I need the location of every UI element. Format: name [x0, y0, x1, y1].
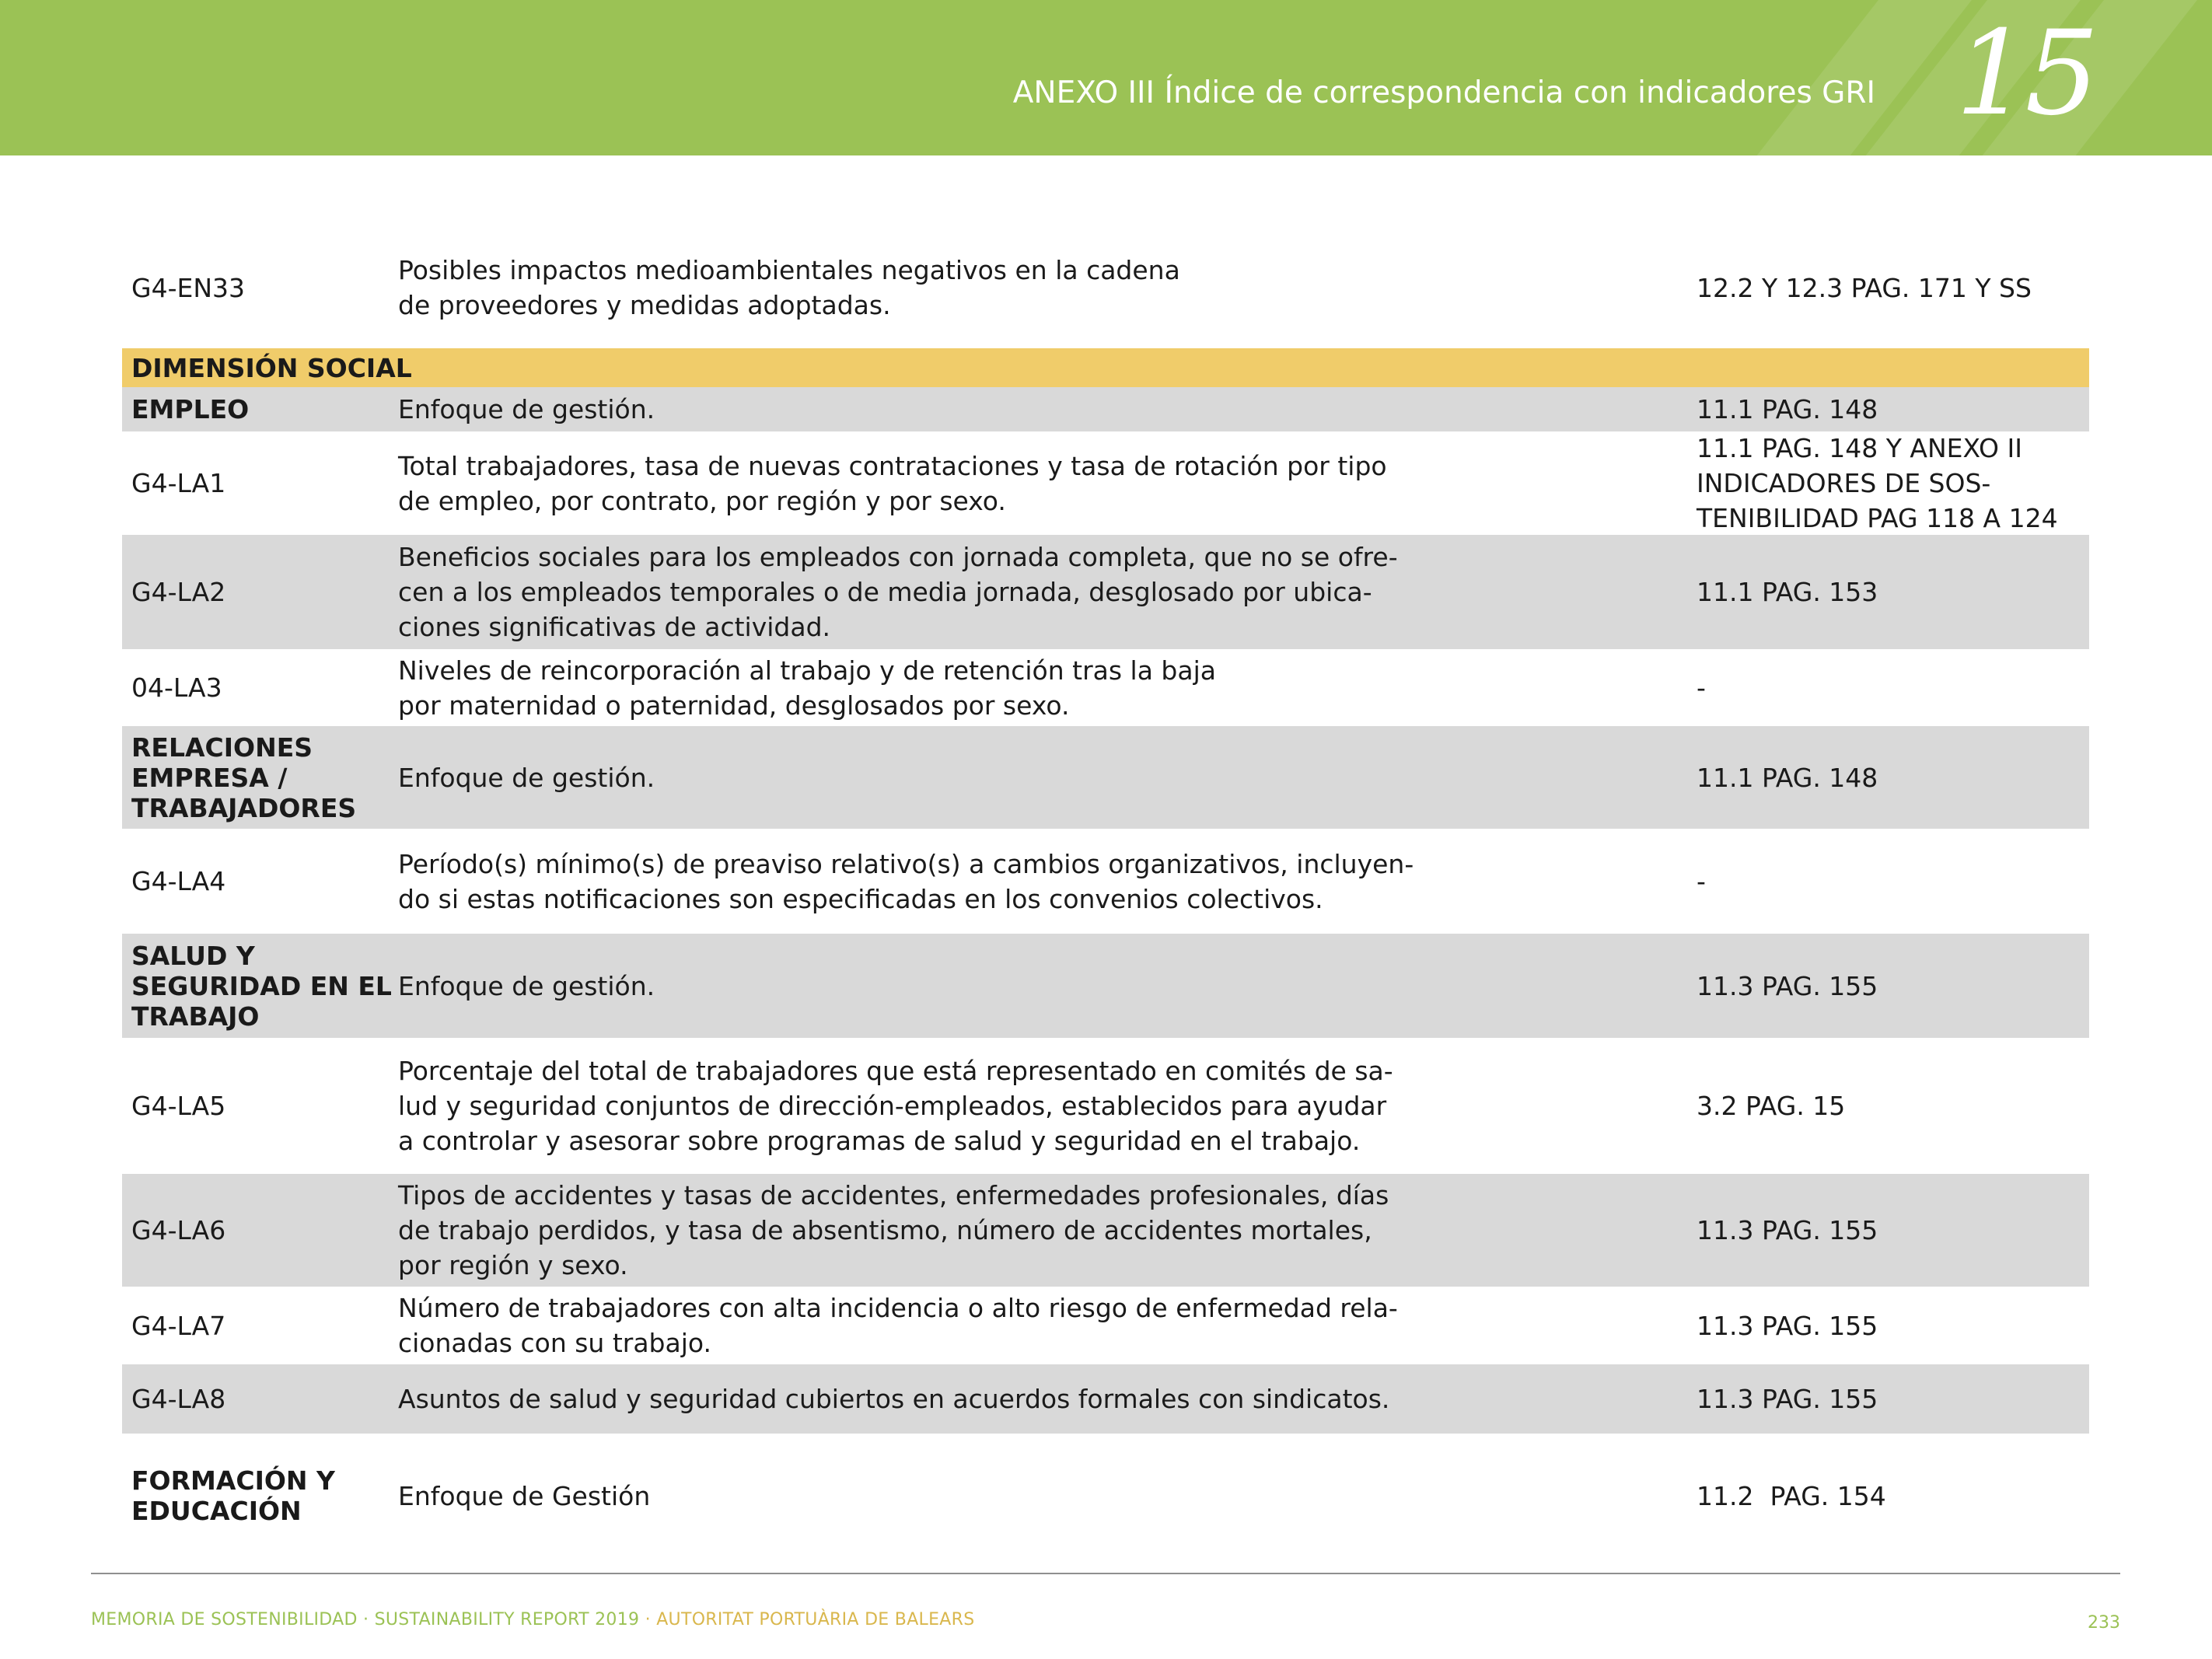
indicator-description: Posibles impactos medioambientales negativos en la cadena de proveedores y medidas adoptadas. [398, 255, 1180, 320]
page-reference: 11.3 PAG. 155 [1697, 1215, 1878, 1245]
footer-organization: AUTORITAT PORTUÀRIA DE BALEARS [656, 1610, 975, 1629]
footer-separator: · [639, 1610, 657, 1629]
table-row [122, 431, 2089, 535]
gri-index-table [122, 233, 2089, 1558]
table-row [122, 726, 2089, 829]
gri-code: G4-LA6 [131, 1215, 226, 1245]
table-row [122, 1038, 2089, 1174]
footer-separator: · [357, 1610, 375, 1629]
page-reference: 11.2 PAG. 154 [1697, 1480, 1886, 1511]
table-row [122, 829, 2089, 934]
table-row [122, 1287, 2089, 1364]
indicator-description: Período(s) mínimo(s) de preaviso relativo(s) a cambios organizativos, incluyen- do si estas notificaciones son especificadas en los convenios colectivos. [398, 848, 1414, 914]
gri-code: G4-LA5 [131, 1091, 226, 1121]
indicator-description: Total trabajadores, tasa de nuevas contrataciones y tasa de rotación por tipo de empleo, por contrato, por región y por sexo. [398, 450, 1387, 516]
page-reference: 11.1 PAG. 148 [1697, 394, 1878, 424]
gri-code: EMPLEO [131, 394, 250, 424]
table-row [122, 233, 2089, 342]
footer-credits [91, 1610, 975, 1629]
gri-code: G4-LA8 [131, 1384, 226, 1414]
table-row [122, 1364, 2089, 1434]
indicator-description: Niveles de reincorporación al trabajo y de retención tras la baja por maternidad o paternidad, desglosados por sexo. [398, 655, 1216, 721]
page-title: ANEXO III Índice de correspondencia con indicadores GRI [1012, 75, 1875, 110]
table-row [122, 1434, 2089, 1558]
indicator-description: Número de trabajadores con alta incidencia o alto riesgo de enfermedad rela- cionadas con su trabajo. [398, 1293, 1398, 1358]
gri-code: G4-EN33 [131, 272, 246, 303]
table-row [122, 649, 2089, 726]
indicator-description: Enfoque de gestión. [398, 762, 655, 793]
indicator-description: Tipos de accidentes y tasas de accidentes, enfermedades profesionales, días de trabajo perdidos, y tasa de absentismo, número de accidentes mortales, por región y sexo. [398, 1180, 1389, 1280]
page-reference: 11.1 PAG. 148 [1697, 762, 1878, 793]
indicator-description: Enfoque de gestión. [398, 394, 655, 424]
gri-code: G4-LA1 [131, 468, 226, 498]
page-number: 233 [2088, 1613, 2120, 1633]
gri-code: G4-LA7 [131, 1310, 226, 1341]
chapter-number: 15 [1955, 6, 2095, 141]
indicator-description: Porcentaje del total de trabajadores que está representado en comités de sa- lud y seguridad conjuntos de dirección-empleados, establecidos para ayudar a controlar y asesorar sobre programas de salud y seguridad en el trabajo. [398, 1056, 1393, 1156]
footer-report-title: MEMORIA DE SOSTENIBILIDAD [91, 1610, 358, 1629]
table-row [122, 387, 2089, 431]
indicator-description: Enfoque de gestión. [398, 970, 655, 1001]
gri-code: G4-LA2 [131, 577, 226, 607]
page-reference: 11.1 PAG. 148 Y ANEXO II INDICADORES DE SOS- TENIBILIDAD PAG 118 A 124 [1697, 433, 2058, 533]
page-reference: - [1697, 672, 1706, 703]
indicator-description: Asuntos de salud y seguridad cubiertos en acuerdos formales con sindicatos. [398, 1384, 1390, 1414]
footer-report-title-en: SUSTAINABILITY REPORT 2019 [374, 1610, 640, 1629]
footer-divider [91, 1573, 2120, 1574]
page-reference: 12.2 Y 12.3 PAG. 171 Y SS [1697, 272, 2032, 303]
page-reference: 11.1 PAG. 153 [1697, 577, 1878, 607]
gri-code: 04-LA3 [131, 672, 222, 703]
indicator-description: Beneficios sociales para los empleados con jornada completa, que no se ofre- cen a los empleados temporales o de media jornada, desglosado por ubica- ciones significativas de actividad. [398, 542, 1398, 642]
section-title: DIMENSIÓN SOCIAL [131, 352, 412, 383]
gri-code: RELACIONES EMPRESA / TRABAJADORES [131, 732, 357, 823]
page-reference: - [1697, 866, 1706, 896]
table-row [122, 535, 2089, 649]
indicator-description: Enfoque de Gestión [398, 1480, 651, 1511]
gri-code: G4-LA4 [131, 866, 226, 896]
page-reference: 3.2 PAG. 15 [1697, 1091, 1846, 1121]
section-header [122, 348, 2089, 387]
table-row [122, 934, 2089, 1038]
page-reference: 11.3 PAG. 155 [1697, 970, 1878, 1001]
page-reference: 11.3 PAG. 155 [1697, 1384, 1878, 1414]
gri-code: FORMACIÓN Y EDUCACIÓN [131, 1465, 335, 1526]
gri-code: SALUD Y SEGURIDAD EN EL TRABAJO [131, 940, 392, 1032]
page-header [0, 0, 2212, 155]
page-reference: 11.3 PAG. 155 [1697, 1310, 1878, 1341]
table-row [122, 1174, 2089, 1287]
